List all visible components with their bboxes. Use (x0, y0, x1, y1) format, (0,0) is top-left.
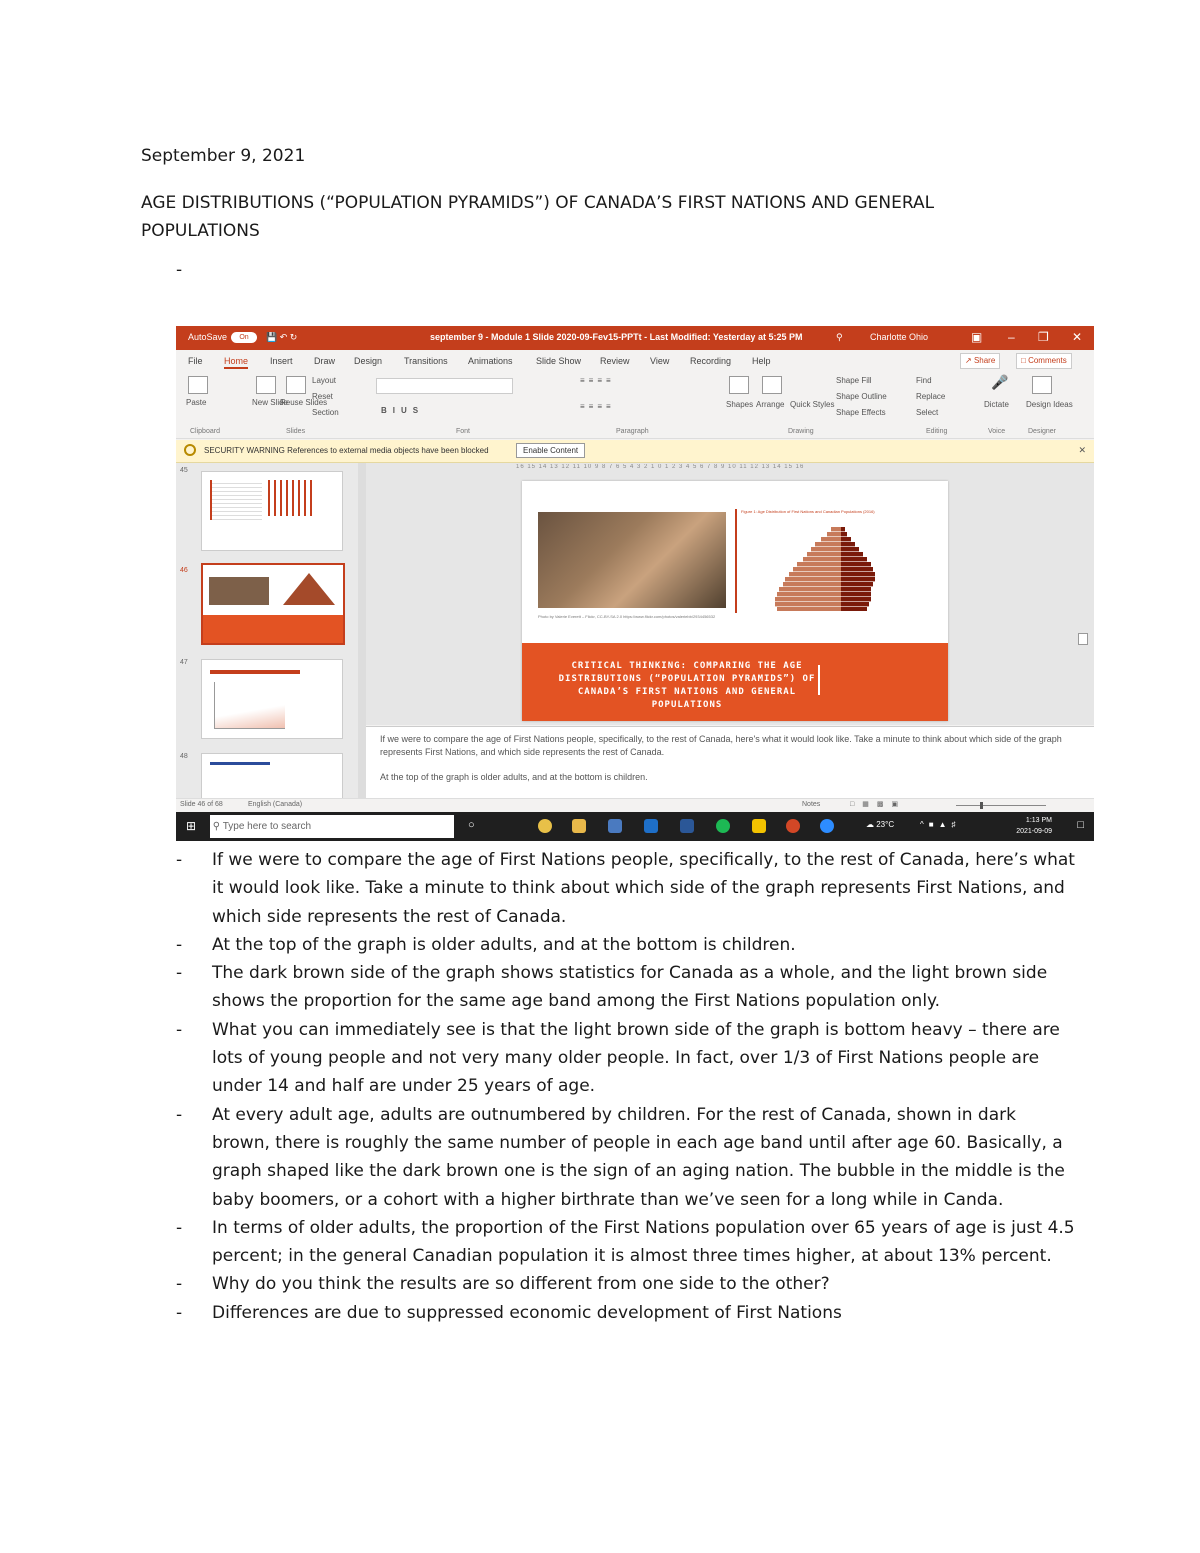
pyramid-svg (741, 513, 931, 611)
word-icon[interactable] (680, 819, 694, 833)
pyramid-bar-canada (841, 547, 859, 551)
taskbar-search[interactable]: ⚲ Type here to search (210, 815, 454, 838)
system-tray-icons[interactable]: ^■▲♯ (920, 820, 961, 829)
pyramid-bar-first-nations (775, 602, 841, 606)
notifications-icon[interactable]: □ (1077, 819, 1084, 831)
bullet-item: - The dark brown side of the graph shows statistics for Canada as a whole, and the light brown side shows the proportion for the same age band among the First Nations population only. (176, 959, 1076, 1016)
group-designer: Designer (1028, 428, 1057, 435)
microphone-icon[interactable]: 🎤 (991, 374, 1009, 390)
group-drawing: Drawing (788, 428, 814, 435)
pyramid-bar-first-nations (793, 567, 841, 571)
slide-banner (522, 643, 948, 721)
pyramid-bar-canada (841, 542, 855, 546)
group-voice: Voice (988, 428, 1006, 435)
window-title: september 9 - Module 1 Slide 2020-09-Fev15-PPTt - Last Modified: Yesterday at 5:25 PM (430, 332, 803, 342)
share-button[interactable]: ↗ Share (960, 353, 1000, 369)
ribbon (176, 370, 1094, 439)
close-icon[interactable]: ✕ (1078, 445, 1086, 455)
pyramid-bar-canada (841, 582, 873, 586)
dictate-label: Dictate (984, 400, 1009, 409)
find-button[interactable]: Find (916, 376, 932, 385)
slide-thumbnail[interactable] (201, 753, 343, 800)
reuse-slides-icon[interactable] (286, 376, 306, 394)
reset-button[interactable]: Reset (312, 392, 333, 401)
weather-widget[interactable]: ☁ 23°C (866, 820, 895, 829)
tab-recording[interactable]: Recording (690, 356, 732, 366)
speaker-notes[interactable] (366, 726, 1094, 799)
notes-toggle[interactable]: Notes (802, 801, 821, 808)
font-format-buttons[interactable]: BIUS (381, 406, 425, 415)
restore-icon[interactable]: ❐ (1038, 330, 1049, 344)
autosave-toggle[interactable]: On (231, 332, 257, 343)
pyramid-bar-first-nations (803, 557, 841, 561)
population-pyramid-chart (735, 509, 937, 613)
notes-paragraph-2: At the top of the graph is older adults, and at the bottom is children. (380, 772, 648, 782)
search-icon[interactable]: ⚲ (836, 332, 843, 342)
pyramid-bar-first-nations (779, 587, 841, 591)
slide-thumbnail-pane (176, 463, 366, 798)
windows-start-icon[interactable]: ⊞ (186, 819, 197, 833)
powerpoint-screenshot (176, 326, 1094, 841)
zoom-slider-thumb[interactable] (980, 802, 983, 809)
slide-thumbnail-selected[interactable] (201, 563, 345, 645)
pyramid-bar-canada (841, 572, 875, 576)
pyramid-bar-canada (841, 557, 867, 561)
view-buttons[interactable]: □▦▩▣ (850, 801, 907, 808)
bullet-item: - If we were to compare the age of First Nations people, specifically, to the rest of Canada, here’s what it would look like. Take a minute to think about which side of the graph represents First Nations, and which side represents the rest of Canada. (176, 846, 1076, 931)
group-paragraph: Paragraph (616, 428, 649, 435)
bullet-item: - What you can immediately see is that the light brown side of the graph is bottom heavy – there are lots of young people and not very many older people. In fact, over 1/3 of First Nations people are under 14 and half are under 25 years of age. (176, 1016, 1076, 1101)
paragraph-buttons[interactable]: ≡≡≡≡ (580, 376, 615, 385)
shape-effects-button[interactable]: Shape Effects (836, 408, 886, 417)
slide-thumbnail[interactable] (201, 471, 343, 551)
empty-bullet: - (176, 260, 183, 280)
pyramid-bar-first-nations (831, 527, 841, 531)
pyramid-bar-canada (841, 527, 845, 531)
group-clipboard: Clipboard (190, 428, 220, 435)
document-date: September 9, 2021 (141, 146, 306, 166)
slide-number: 46 (180, 567, 188, 574)
bullet-item: - Why do you think the results are so different from one side to the other? (176, 1270, 1076, 1298)
arrange-label: Arrange (756, 400, 785, 409)
pyramid-bar-first-nations (811, 547, 841, 551)
pyramid-bar-canada (841, 602, 869, 606)
autosave-label: AutoSave (188, 332, 228, 342)
close-icon[interactable]: ✕ (1072, 330, 1083, 344)
shield-icon (184, 444, 196, 456)
security-warning-text: SECURITY WARNING References to external media objects have been blocked (204, 446, 489, 455)
pyramid-bar-first-nations (797, 562, 841, 566)
horizontal-ruler: 16 15 14 13 12 11 10 9 8 7 6 5 4 3 2 1 0 1 2 3 4 5 6 7 8 9 10 11 12 13 14 15 16 (516, 464, 805, 470)
pyramid-bar-first-nations (777, 607, 841, 611)
new-slide-icon[interactable] (256, 376, 276, 394)
photo-caption: Photo by Valerie Everett – Flickr, CC-BY-SA 2.0 https://www.flickr.com/photos/valeriebb/2934456532 (538, 614, 716, 619)
banner-text: CRITICAL THINKING: COMPARING THE AGE DISTRIBUTIONS (“POPULATION PYRAMIDS”) OF CANADA’S FIRST NATIONS AND GENERAL POPULATIONS (558, 661, 816, 710)
slide-photo (538, 512, 726, 608)
slide-editor (366, 463, 1094, 725)
paste-icon[interactable] (188, 376, 208, 394)
slide-thumbnail[interactable] (201, 659, 343, 739)
reuse-slides-label: Reuse Slides (280, 398, 328, 407)
shapes-label: Shapes (726, 400, 754, 409)
spotify-icon[interactable] (716, 819, 730, 833)
bullet-list (176, 846, 1076, 1327)
enable-content-button[interactable]: Enable Content (516, 443, 585, 458)
language-status[interactable]: English (Canada) (248, 801, 303, 808)
status-bar (176, 798, 1094, 813)
design-ideas-icon[interactable] (1032, 376, 1052, 394)
outlook-icon[interactable] (644, 819, 658, 833)
file-explorer-icon[interactable] (572, 819, 586, 833)
pyramid-bar-first-nations (775, 597, 841, 601)
pyramid-bar-canada (841, 537, 851, 541)
layout-button[interactable]: Layout (312, 376, 337, 385)
pyramid-bar-first-nations (777, 592, 841, 596)
pyramid-bar-canada (841, 587, 871, 591)
document-title: AGE DISTRIBUTIONS (“POPULATION PYRAMIDS”) OF CANADA’S FIRST NATIONS AND GENERAL POPULATIONS (141, 193, 935, 241)
pyramid-bar-first-nations (789, 572, 841, 576)
bullet-item: - At the top of the graph is older adults, and at the bottom is children. (176, 931, 1076, 959)
windows-taskbar (176, 812, 1094, 841)
section-button[interactable]: Section (312, 408, 339, 417)
pyramid-bar-first-nations (783, 582, 841, 586)
shape-outline-button[interactable]: Shape Outline (836, 392, 887, 401)
ribbon-display-icon[interactable]: ▣ (971, 330, 983, 344)
notes-paragraph-1: If we were to compare the age of First Nations people, specifically, to the rest of Canada, here's what it would look like. Take a minute to think about which side of the graph represents First Nations, and which side represents the rest of Canada. (380, 734, 1062, 757)
tab-help[interactable]: Help (752, 356, 771, 366)
quick-styles-label[interactable]: Quick Styles (790, 400, 835, 409)
sticky-notes-icon[interactable] (752, 819, 766, 833)
group-font: Font (456, 428, 471, 435)
paste-label: Paste (186, 398, 207, 407)
select-button[interactable]: Select (916, 408, 939, 417)
zoom-slider[interactable] (956, 805, 1046, 806)
zoom-icon[interactable] (820, 819, 834, 833)
current-slide (522, 481, 948, 721)
bullet-item: - In terms of older adults, the proportion of the First Nations population over 65 years of age is just 4.5 percent; in the general Canadian population it is almost three times higher, at about 13% percent. (176, 1214, 1076, 1271)
tab-insert[interactable]: Insert (270, 356, 293, 366)
shapes-icon[interactable] (729, 376, 749, 394)
comments-button[interactable]: □ Comments (1016, 353, 1072, 369)
editor-scrollbar-thumb[interactable] (1078, 633, 1088, 645)
slide-number: 47 (180, 659, 188, 666)
tab-view[interactable]: View (650, 356, 670, 366)
bullet-item: - At every adult age, adults are outnumbered by children. For the rest of Canada, shown in dark brown, there is roughly the same number of people in each age band until after age 60. Basically, a graph shaped like the dark brown one is the sign of an aging nation. The bubble in the middle is the baby boomers, or a cohort with a higher birthrate than we’ve seen for a long while in Canda. (176, 1101, 1076, 1214)
ribbon-tabs (176, 350, 1094, 370)
cortana-icon[interactable]: ○ (468, 819, 475, 831)
shape-fill-button[interactable]: Shape Fill (836, 376, 872, 385)
tab-review[interactable]: Review (600, 356, 630, 366)
tab-slide-show[interactable]: Slide Show (536, 356, 582, 366)
pyramid-bar-first-nations (821, 537, 841, 541)
user-name: Charlotte Ohio (870, 332, 929, 342)
align-buttons[interactable]: ≡≡≡≡ (580, 402, 615, 411)
design-ideas-label: Design Ideas (1026, 400, 1073, 409)
banner-divider (818, 665, 820, 695)
pyramid-bar-first-nations (827, 532, 841, 536)
pyramid-bar-first-nations (815, 542, 841, 546)
bullet-item: - Differences are due to suppressed economic development of First Nations (176, 1299, 1076, 1327)
tab-home[interactable]: Home (224, 356, 248, 369)
taskbar-clock[interactable]: 1:13 PM 2021-09-09 (1016, 817, 1052, 835)
slide-number: 48 (180, 753, 188, 760)
tab-file[interactable]: File (188, 356, 203, 366)
pyramid-bar-first-nations (785, 577, 841, 581)
pyramid-title: Figure 1: Age Distribution of First Nations and Canadian Populations (2016) (741, 509, 875, 514)
tab-animations[interactable]: Animations (468, 356, 513, 366)
slide-count: Slide 46 of 68 (180, 801, 223, 808)
pyramid-bar-canada (841, 532, 847, 536)
group-slides: Slides (286, 428, 306, 435)
pyramid-bar-canada (841, 607, 867, 611)
powerpoint-icon[interactable] (786, 819, 800, 833)
pyramid-bar-canada (841, 577, 875, 581)
pyramid-bar-canada (841, 562, 871, 566)
new-slide-label: New Slide (252, 398, 289, 407)
tab-draw[interactable]: Draw (314, 356, 336, 366)
mail-icon[interactable] (608, 819, 622, 833)
thumbnail-scrollbar[interactable] (358, 463, 366, 798)
pyramid-bar-first-nations (807, 552, 841, 556)
save-icon[interactable]: 💾 ↶ ↻ (266, 332, 298, 342)
tab-design[interactable]: Design (354, 356, 383, 366)
font-name-dropdown[interactable] (376, 378, 513, 394)
security-warning-bar (176, 440, 1094, 463)
minimize-icon[interactable]: – (1008, 330, 1015, 344)
replace-button[interactable]: Replace (916, 392, 946, 401)
pyramid-bar-canada (841, 597, 871, 601)
pyramid-bar-canada (841, 567, 873, 571)
arrange-icon[interactable] (762, 376, 782, 394)
group-editing: Editing (926, 428, 948, 435)
title-bar (176, 326, 1094, 350)
pyramid-bar-canada (841, 552, 863, 556)
pyramid-bar-canada (841, 592, 871, 596)
tab-transitions[interactable]: Transitions (404, 356, 448, 366)
slide-number: 45 (180, 467, 188, 474)
chrome-icon[interactable] (538, 819, 552, 833)
